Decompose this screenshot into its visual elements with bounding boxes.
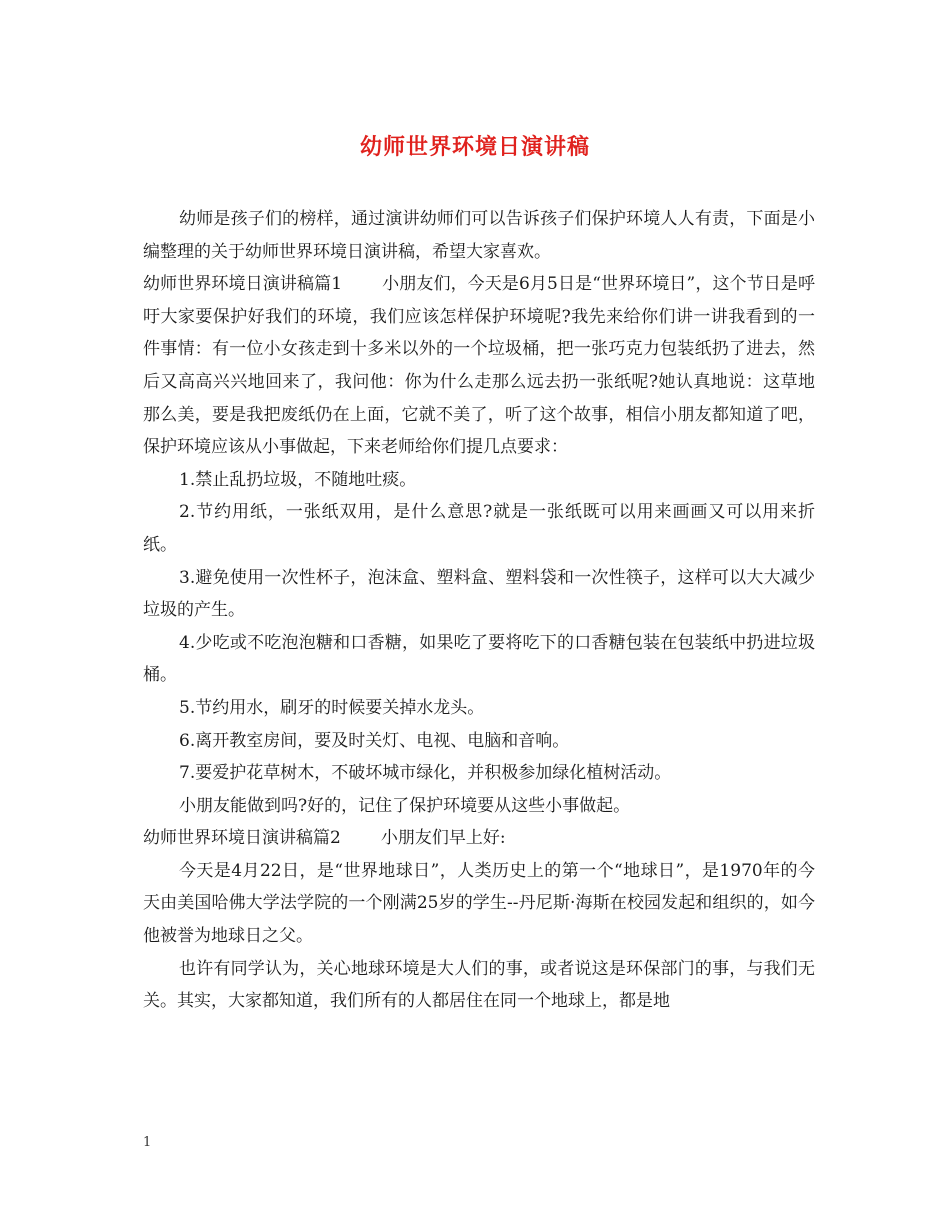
intro-paragraph: 幼师是孩子们的榜样，通过演讲幼师们可以告诉孩子们保护环境人人有责，下面是小编整理的关于幼师世界环境日演讲稿，希望大家喜欢。: [143, 209, 815, 262]
list-item: 2.节约用纸，一张纸双用，是什么意思?就是一张纸既可以用来画画又可以用来折纸。: [143, 502, 815, 555]
document-title: 幼师世界环境日演讲稿: [359, 134, 590, 160]
list-item: 4.少吃或不吃泡泡糖和口香糖，如果吃了要将吃下的口香糖包装在包装纸中扔进垃圾桶。: [143, 632, 815, 686]
speech1-text: 小朋友们，今天是6月5日是“世界环境日”，这个节日是呼吁大家要保护好我们的环境，我们应该怎样保护环境呢?我先来给你们讲一讲我看到的一件事情：有一位小女孩走到十多米以外的一个垃圾桶，把一张巧克力包装纸扔了进去，然后又高高兴兴地回来了，我问他：你为什么走那么远去扔一张纸呢?她认真地说：这草地那么美，要是我把废纸仍在上面，它就不美了，听了这个故事，相信小朋友都知道了吧，保护环境应该从小事做起，下来老师给你们提几点要求：: [143, 274, 815, 458]
speech2-heading-line: [143, 822, 815, 855]
list-item: 5.节约用水，刷牙的时候要关掉水龙头。: [179, 697, 485, 718]
speech2-paragraph: 今天是4月22日，是“世界地球日”，人类历史上的第一个“地球日”，是1970年的今天由美国哈佛大学法学院的一个刚满25岁的学生--丹尼斯·海斯在校园发起和组织的，如今他被誉为地球日之父。: [143, 860, 815, 947]
list-item: 6.离开教室房间，要及时关灯、电视、电脑和音响。: [179, 730, 570, 751]
document-body: [143, 203, 815, 1018]
speech1-closing: 小朋友能做到吗?好的，记住了保护环境要从这些小事做起。: [179, 795, 631, 816]
page-number: 1: [143, 1135, 152, 1150]
speech1-heading: 幼师世界环境日演讲稿篇1: [143, 274, 343, 295]
list-item: 1.禁止乱扔垃圾，不随地吐痰。: [179, 469, 417, 490]
list-item: 3.避免使用一次性杯子，泡沫盒、塑料盒、塑料袋和一次性筷子，这样可以大大减少垃圾的产生。: [143, 567, 815, 621]
speech2-heading: 幼师世界环境日演讲稿篇2: [143, 828, 341, 849]
list-item: 7.要爱护花草树木，不破坏城市绿化，并积极参加绿化植树活动。: [179, 763, 672, 784]
speech2-paragraph: 也许有同学认为，关心地球环境是大人们的事，或者说这是环保部门的事，与我们无关。其实，大家都知道，我们所有的人都居住在同一个地球上，都是地: [143, 958, 815, 1012]
speech1-paragraph: [143, 268, 815, 464]
speech2-greeting: 小朋友们早上好:: [380, 828, 506, 849]
